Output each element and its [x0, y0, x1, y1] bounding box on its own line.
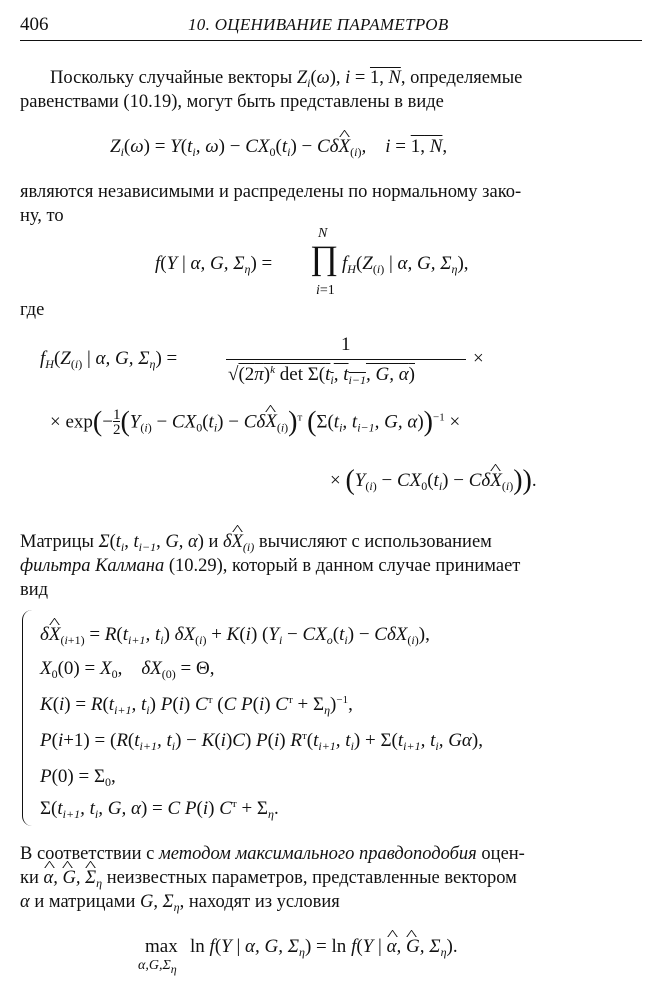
paragraph-3: Матрицы $\Sigma(t_i$, $t_{i-1}$, G, α) и δ^ $X_{(i)}$ вычисляют с использованием фильтра Калмана (10.29), который в данном случае принимает вид — [20, 530, 640, 602]
times-1: × — [473, 348, 484, 369]
p3-text-c: (10.29), который в данном случае принимает — [164, 556, 521, 576]
kalman-eq-1: δ^ $X_{(i+1)} = R(t_{i+1}$, $t_i$) $\delta X_{(i)} + K(i) (Y_i - CX_o(t_i) - C\delta X_{(i)})$, — [40, 622, 430, 648]
equation-product-rhs: $f_H(Z_{(i)}$ | α, G, $\Sigma_\eta$), — [342, 253, 469, 276]
kalman-eq-3: $K(i) = R(t_{i+1}$, $t_i$) P(i) $C^т$ (C P(i) $C^т + \Sigma_\eta)^{-1}$, — [40, 694, 353, 717]
paragraph-4: В соответствии с методом максимального правдоподобия оцен- ки ^ α, ^ G, ^ $\Sigma_\eta$ неизвестных параметров, представленные вектором α и матрицами G, $\Sigma_\eta$, находят из условия — [20, 842, 640, 914]
system-brace — [22, 610, 33, 826]
p4-text-b-rest: неизвестных параметров, представленные вектором — [102, 868, 517, 888]
fraction-bar — [226, 359, 466, 360]
p4-text-c-rest: , находят из условия — [179, 892, 340, 912]
p3-text-d: вид — [20, 580, 49, 600]
p4-text-a: В соответствии с — [20, 844, 159, 864]
equation-max-rhs: ln f(Y | α, G, $\Sigma_\eta) = \ln f(Y$ | ^ α, ^ G, $\Sigma_\eta$). — [190, 934, 458, 960]
equation-exp-2: × ($Y_{(i)} - CX_0(t_i)$ − Cδ^ $X_{(i)}$)). — [330, 468, 537, 494]
p4-text-c: и матрицами — [29, 892, 140, 912]
equation-product: f(Y | α, G, $\Sigma_\eta$) = — [155, 253, 273, 276]
paragraph-1: Поскольку случайные векторы $Z_i(\omega)$, i = 1, N, определяемые равенствами (10.19), могут быть представлены в виде — [20, 68, 523, 112]
product-symbol: ∏ — [310, 240, 338, 277]
gde-text: где — [20, 300, 45, 320]
fraction-numerator: 1 — [341, 334, 351, 355]
p3-emphasis: фильтра Калмана — [20, 556, 165, 576]
p3-text-b: вычисляют с использованием — [254, 532, 492, 552]
p4-text-a-end: оцен- — [476, 844, 525, 864]
p2-text-b: ну, то — [20, 206, 64, 226]
product-upper: N — [318, 226, 328, 241]
kalman-eq-5: $P(0) = \Sigma_0$, — [40, 766, 116, 789]
gde-label — [20, 298, 640, 322]
kalman-eq-4: $P(i+1) = (R(t_{i+1}$, $t_i) - K(i)C$) P(i) $R^т(t_{i+1}$, $t_i) + \Sigma(t_{i+1}$, $t_i$, Gα), — [40, 730, 483, 753]
max-subscript: $\alpha,G,\Sigma_\eta$ — [138, 958, 177, 976]
page-number: 406 — [20, 14, 49, 35]
equation-density-lhs: $f_H(Z_{(i)}$ | α, G, $\Sigma_\eta$) = — [40, 348, 178, 371]
running-title: 10. ОЦЕНИВАНИЕ ПАРАМЕТРОВ — [188, 15, 449, 34]
equation-max: max — [145, 936, 178, 957]
p4-emphasis: методом максимального правдоподобия — [158, 844, 477, 864]
p1-text-b: , определяемые — [400, 68, 523, 88]
kalman-eq-6: $\Sigma(t_{i+1}$, $t_i$, G, α) = C P(i) $C^т + \Sigma_\eta$. — [40, 798, 279, 821]
p1-text-c: равенствами (10.19), могут быть представлены в виде — [20, 92, 444, 112]
p3-text-a: Матрицы — [20, 532, 99, 552]
equation-exp: × $\exp(-\frac{1}{2}(Y_{(i)} - CX_0(t_i)$ − Cδ^ $X_{(i)})^т$ ($\Sigma(t_i$, $t_{i-1}$, G, α))$^{-1}$ × — [50, 408, 460, 438]
p1-text-a: Поскольку случайные векторы — [50, 68, 297, 88]
p2-text: являются независимыми и распределены по нормальному зако- — [20, 182, 522, 202]
p4-text-b: ки — [20, 868, 44, 888]
page-header — [20, 14, 642, 41]
equation-z: $Z_i(\omega) = Y(t_i$, $\omega) - CX_0(t_i)$ − Cδ^ $X_{(i)}$, i = 1, N, — [110, 134, 447, 160]
paragraph-2 — [20, 180, 640, 228]
kalman-eq-2: $X_0(0) = X_0$, $\delta X_{(0)} = \Theta$, — [40, 658, 215, 681]
fraction-denominator: $√(2\pi)^k$ $\det \Sigma(t_i$, $t_{i-1}$, G, α) — [228, 364, 415, 387]
product-lower: i=1 — [316, 283, 335, 298]
